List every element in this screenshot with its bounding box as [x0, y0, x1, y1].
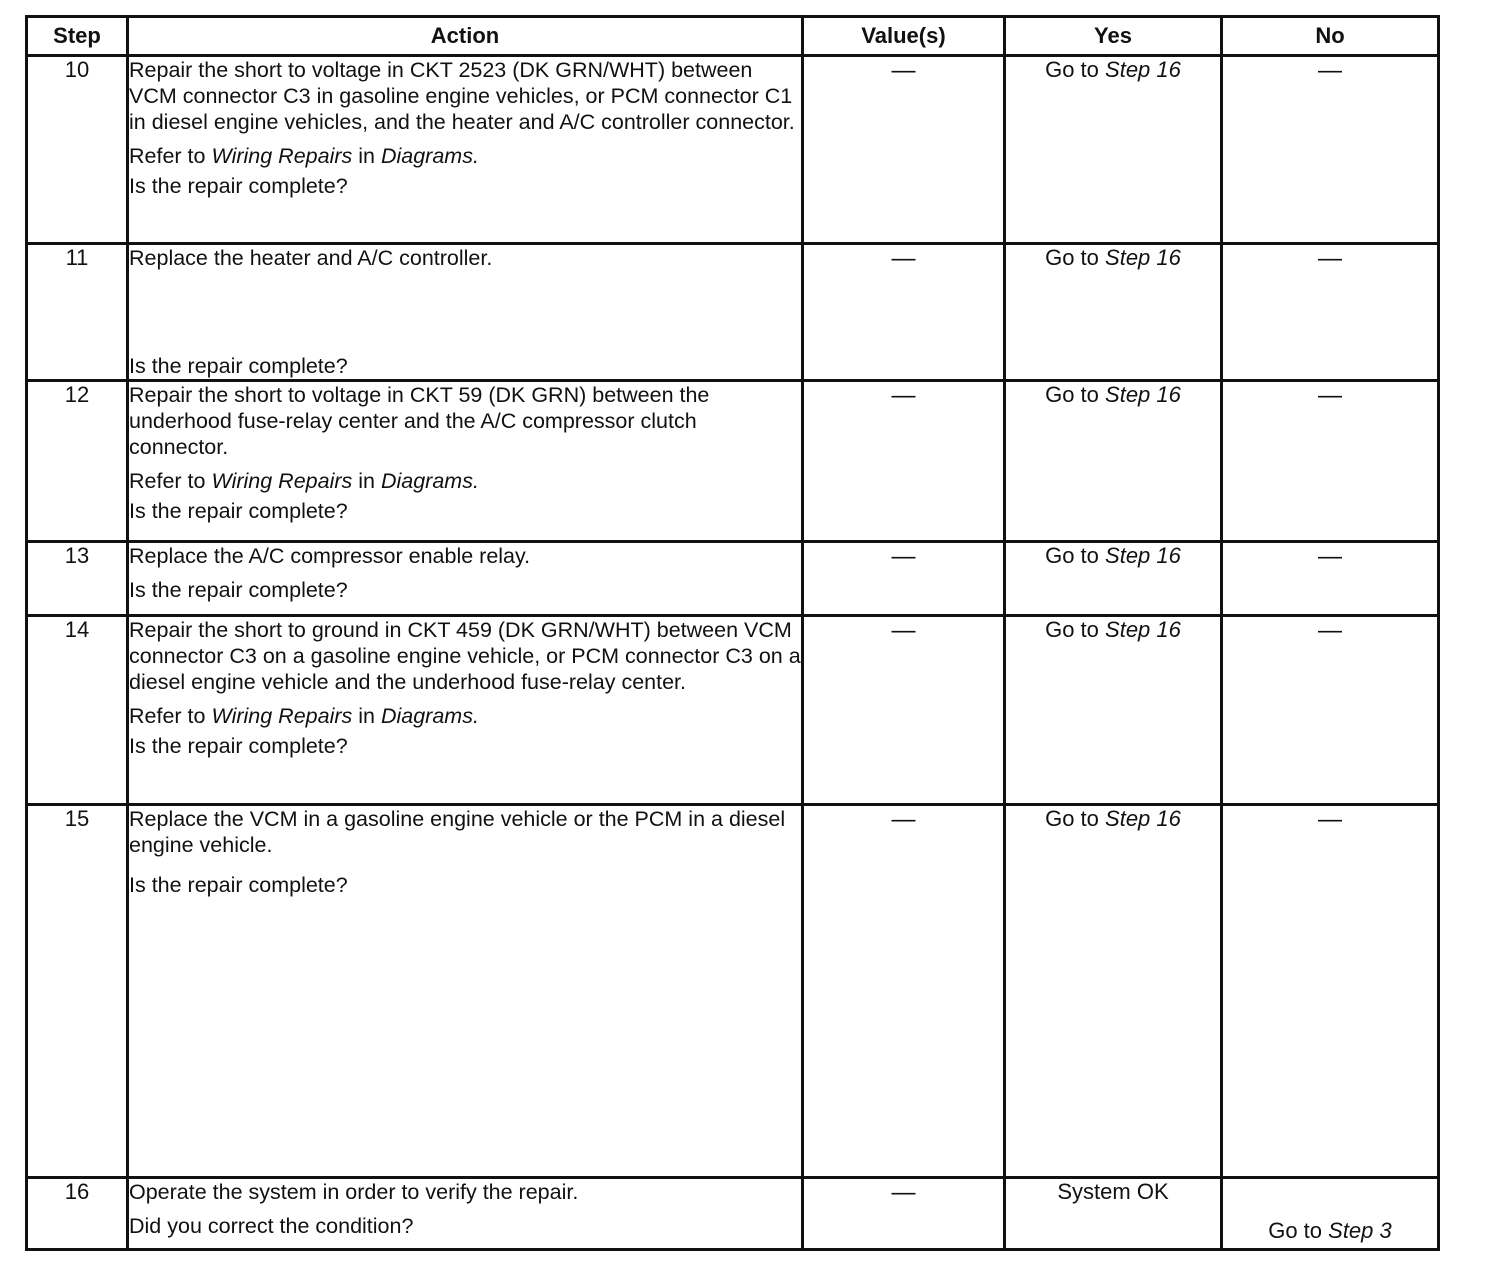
step-number: 15: [27, 805, 128, 1178]
value-cell: —: [803, 1178, 1005, 1250]
question-text: Is the repair complete?: [129, 174, 348, 198]
no-cell: —: [1222, 56, 1439, 244]
header-values: Value(s): [803, 17, 1005, 56]
table-row: [27, 56, 1439, 244]
table-row: [27, 244, 1439, 381]
header-step: Step: [27, 17, 128, 56]
yes-cell: Go to Step 16: [1005, 244, 1222, 381]
value-cell: —: [803, 616, 1005, 805]
table-row: [27, 805, 1439, 1178]
question-text: Is the repair complete?: [129, 578, 348, 602]
value-cell: —: [803, 56, 1005, 244]
question-text: Is the repair complete?: [129, 873, 348, 897]
action-text: Operate the system in order to verify the repair.: [129, 1180, 579, 1204]
step-number: 12: [27, 381, 128, 542]
action-text: Replace the A/C compressor enable relay.: [129, 544, 531, 568]
header-action: Action: [128, 17, 803, 56]
action-text: Repair the short to ground in CKT 459 (DK GRN/WHT) between VCM connector C3 on a gasoline engine vehicle, or PCM connector C3 on a diesel engine vehicle and the underhood fuse-relay center.: [129, 618, 801, 694]
action-cell: [128, 542, 803, 616]
action-text: Repair the short to voltage in CKT 2523 (DK GRN/WHT) between VCM connector C3 in gasoline engine vehicles, or PCM connector C1 in diesel engine vehicles, and the heater and A/C controller connector.: [129, 58, 795, 134]
refer-text: Refer to Wiring Repairs in Diagrams.: [129, 144, 479, 168]
value-cell: —: [803, 805, 1005, 1178]
no-cell: —: [1222, 381, 1439, 542]
yes-cell: Go to Step 16: [1005, 805, 1222, 1178]
step-number: 13: [27, 542, 128, 616]
action-cell: [128, 381, 803, 542]
header-row: [27, 17, 1439, 56]
action-cell: [128, 1178, 803, 1250]
no-cell: —: [1222, 805, 1439, 1178]
no-cell: Go to Step 3: [1222, 1178, 1439, 1250]
step-number: 10: [27, 56, 128, 244]
step-number: 14: [27, 616, 128, 805]
action-text: Replace the VCM in a gasoline engine vehicle or the PCM in a diesel engine vehicle.: [129, 807, 786, 857]
step-number: 16: [27, 1178, 128, 1250]
no-cell: —: [1222, 616, 1439, 805]
action-cell: [128, 244, 803, 381]
question-text: Did you correct the condition?: [129, 1214, 414, 1238]
step-number: 11: [27, 244, 128, 381]
no-cell: —: [1222, 542, 1439, 616]
header-no: No: [1222, 17, 1439, 56]
action-cell: [128, 805, 803, 1178]
question-text: Is the repair complete?: [129, 499, 348, 523]
action-cell: [128, 616, 803, 805]
table-row: [27, 542, 1439, 616]
table-row: [27, 381, 1439, 542]
table-row: [27, 1178, 1439, 1250]
value-cell: —: [803, 542, 1005, 616]
action-text: Replace the heater and A/C controller.: [129, 246, 493, 270]
yes-cell: Go to Step 16: [1005, 56, 1222, 244]
question-text: Is the repair complete?: [129, 734, 348, 758]
yes-cell: System OK: [1005, 1178, 1222, 1250]
refer-text: Refer to Wiring Repairs in Diagrams.: [129, 469, 479, 493]
question-text: Is the repair complete?: [129, 354, 348, 378]
yes-cell: Go to Step 16: [1005, 542, 1222, 616]
table-row: [27, 616, 1439, 805]
value-cell: —: [803, 381, 1005, 542]
yes-cell: Go to Step 16: [1005, 381, 1222, 542]
action-text: Repair the short to voltage in CKT 59 (DK GRN) between the underhood fuse-relay center and the A/C compressor clutch connector.: [129, 383, 710, 459]
refer-text: Refer to Wiring Repairs in Diagrams.: [129, 704, 479, 728]
no-cell: —: [1222, 244, 1439, 381]
action-cell: [128, 56, 803, 244]
header-yes: Yes: [1005, 17, 1222, 56]
diagnostic-table: [25, 15, 1440, 1251]
value-cell: —: [803, 244, 1005, 381]
yes-cell: Go to Step 16: [1005, 616, 1222, 805]
